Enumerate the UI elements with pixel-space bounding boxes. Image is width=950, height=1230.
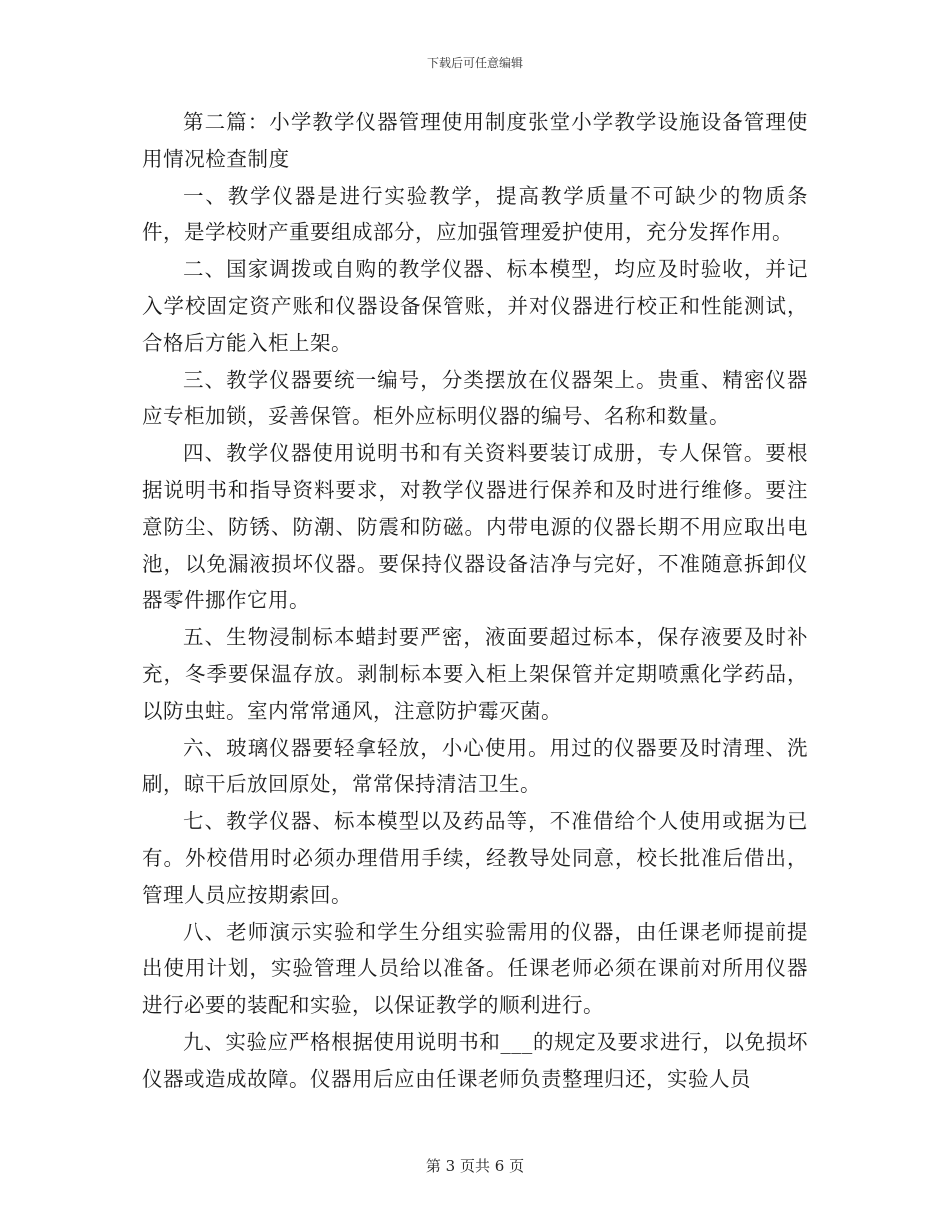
paragraph-6: 六、玻璃仪器要轻拿轻放，小心使用。用过的仪器要及时清理、洗刷，晾干后放回原处，常常保持清洁卫生。 bbox=[142, 735, 808, 797]
paragraph-8: 八、老师演示实验和学生分组实验需用的仪器，由任课老师提前提出使用计划，实验管理人员给以准备。任课老师必须在课前对所用仪器进行必要的装配和实验，以保证教学的顺利进行。 bbox=[142, 919, 808, 1018]
page-number: 第 3 页共 6 页 bbox=[425, 1157, 525, 1175]
document-body bbox=[142, 104, 808, 1098]
paragraph-2: 二、国家调拨或自购的教学仪器、标本模型，均应及时验收，并记入学校固定资产账和仪器设备保管账，并对仪器进行校正和性能测试，合格后方能入柜上架。 bbox=[142, 257, 808, 355]
paragraph-3: 三、教学仪器要统一编号，分类摆放在仪器架上。贵重、精密仪器应专柜加锁，妥善保管。柜外应标明仪器的编号、名称和数量。 bbox=[142, 367, 808, 429]
paragraph-4: 四、教学仪器使用说明书和有关资料要装订成册，专人保管。要根据说明书和指导资料要求，对教学仪器进行保养和及时进行维修。要注意防尘、防锈、防潮、防震和防磁。内带电源的仪器长期不用应取出电池，以免漏液损坏仪器。要保持仪器设备洁净与完好，不准随意拆卸仪器零件挪作它用。 bbox=[142, 441, 808, 613]
page-header: 下载后可任意编辑 bbox=[426, 56, 523, 70]
paragraph-1: 一、教学仪器是进行实验教学，提高教学质量不可缺少的物质条件，是学校财产重要组成部分，应加强管理爱护使用，充分发挥作用。 bbox=[142, 183, 808, 245]
paragraph-9: 九、实验应严格根据使用说明书和___的规定及要求进行，以免损坏仪器或造成故障。仪器用后应由任课老师负责整理归还，实验人员 bbox=[142, 1029, 808, 1091]
paragraph-7: 七、教学仪器、标本模型以及药品等，不准借给个人使用或据为已有。外校借用时必须办理借用手续，经教导处同意，校长批准后借出，管理人员应按期索回。 bbox=[142, 809, 808, 907]
document-title: 第二篇：小学教学仪器管理使用制度张堂小学教学设施设备管理使用情况检查制度 bbox=[142, 110, 808, 171]
paragraph-5: 五、生物浸制标本蜡封要严密，液面要超过标本，保存液要及时补充，冬季要保温存放。剥制标本要入柜上架保管并定期喷熏化学药品，以防虫蛀。室内常常通风，注意防护霉灭菌。 bbox=[142, 625, 808, 723]
